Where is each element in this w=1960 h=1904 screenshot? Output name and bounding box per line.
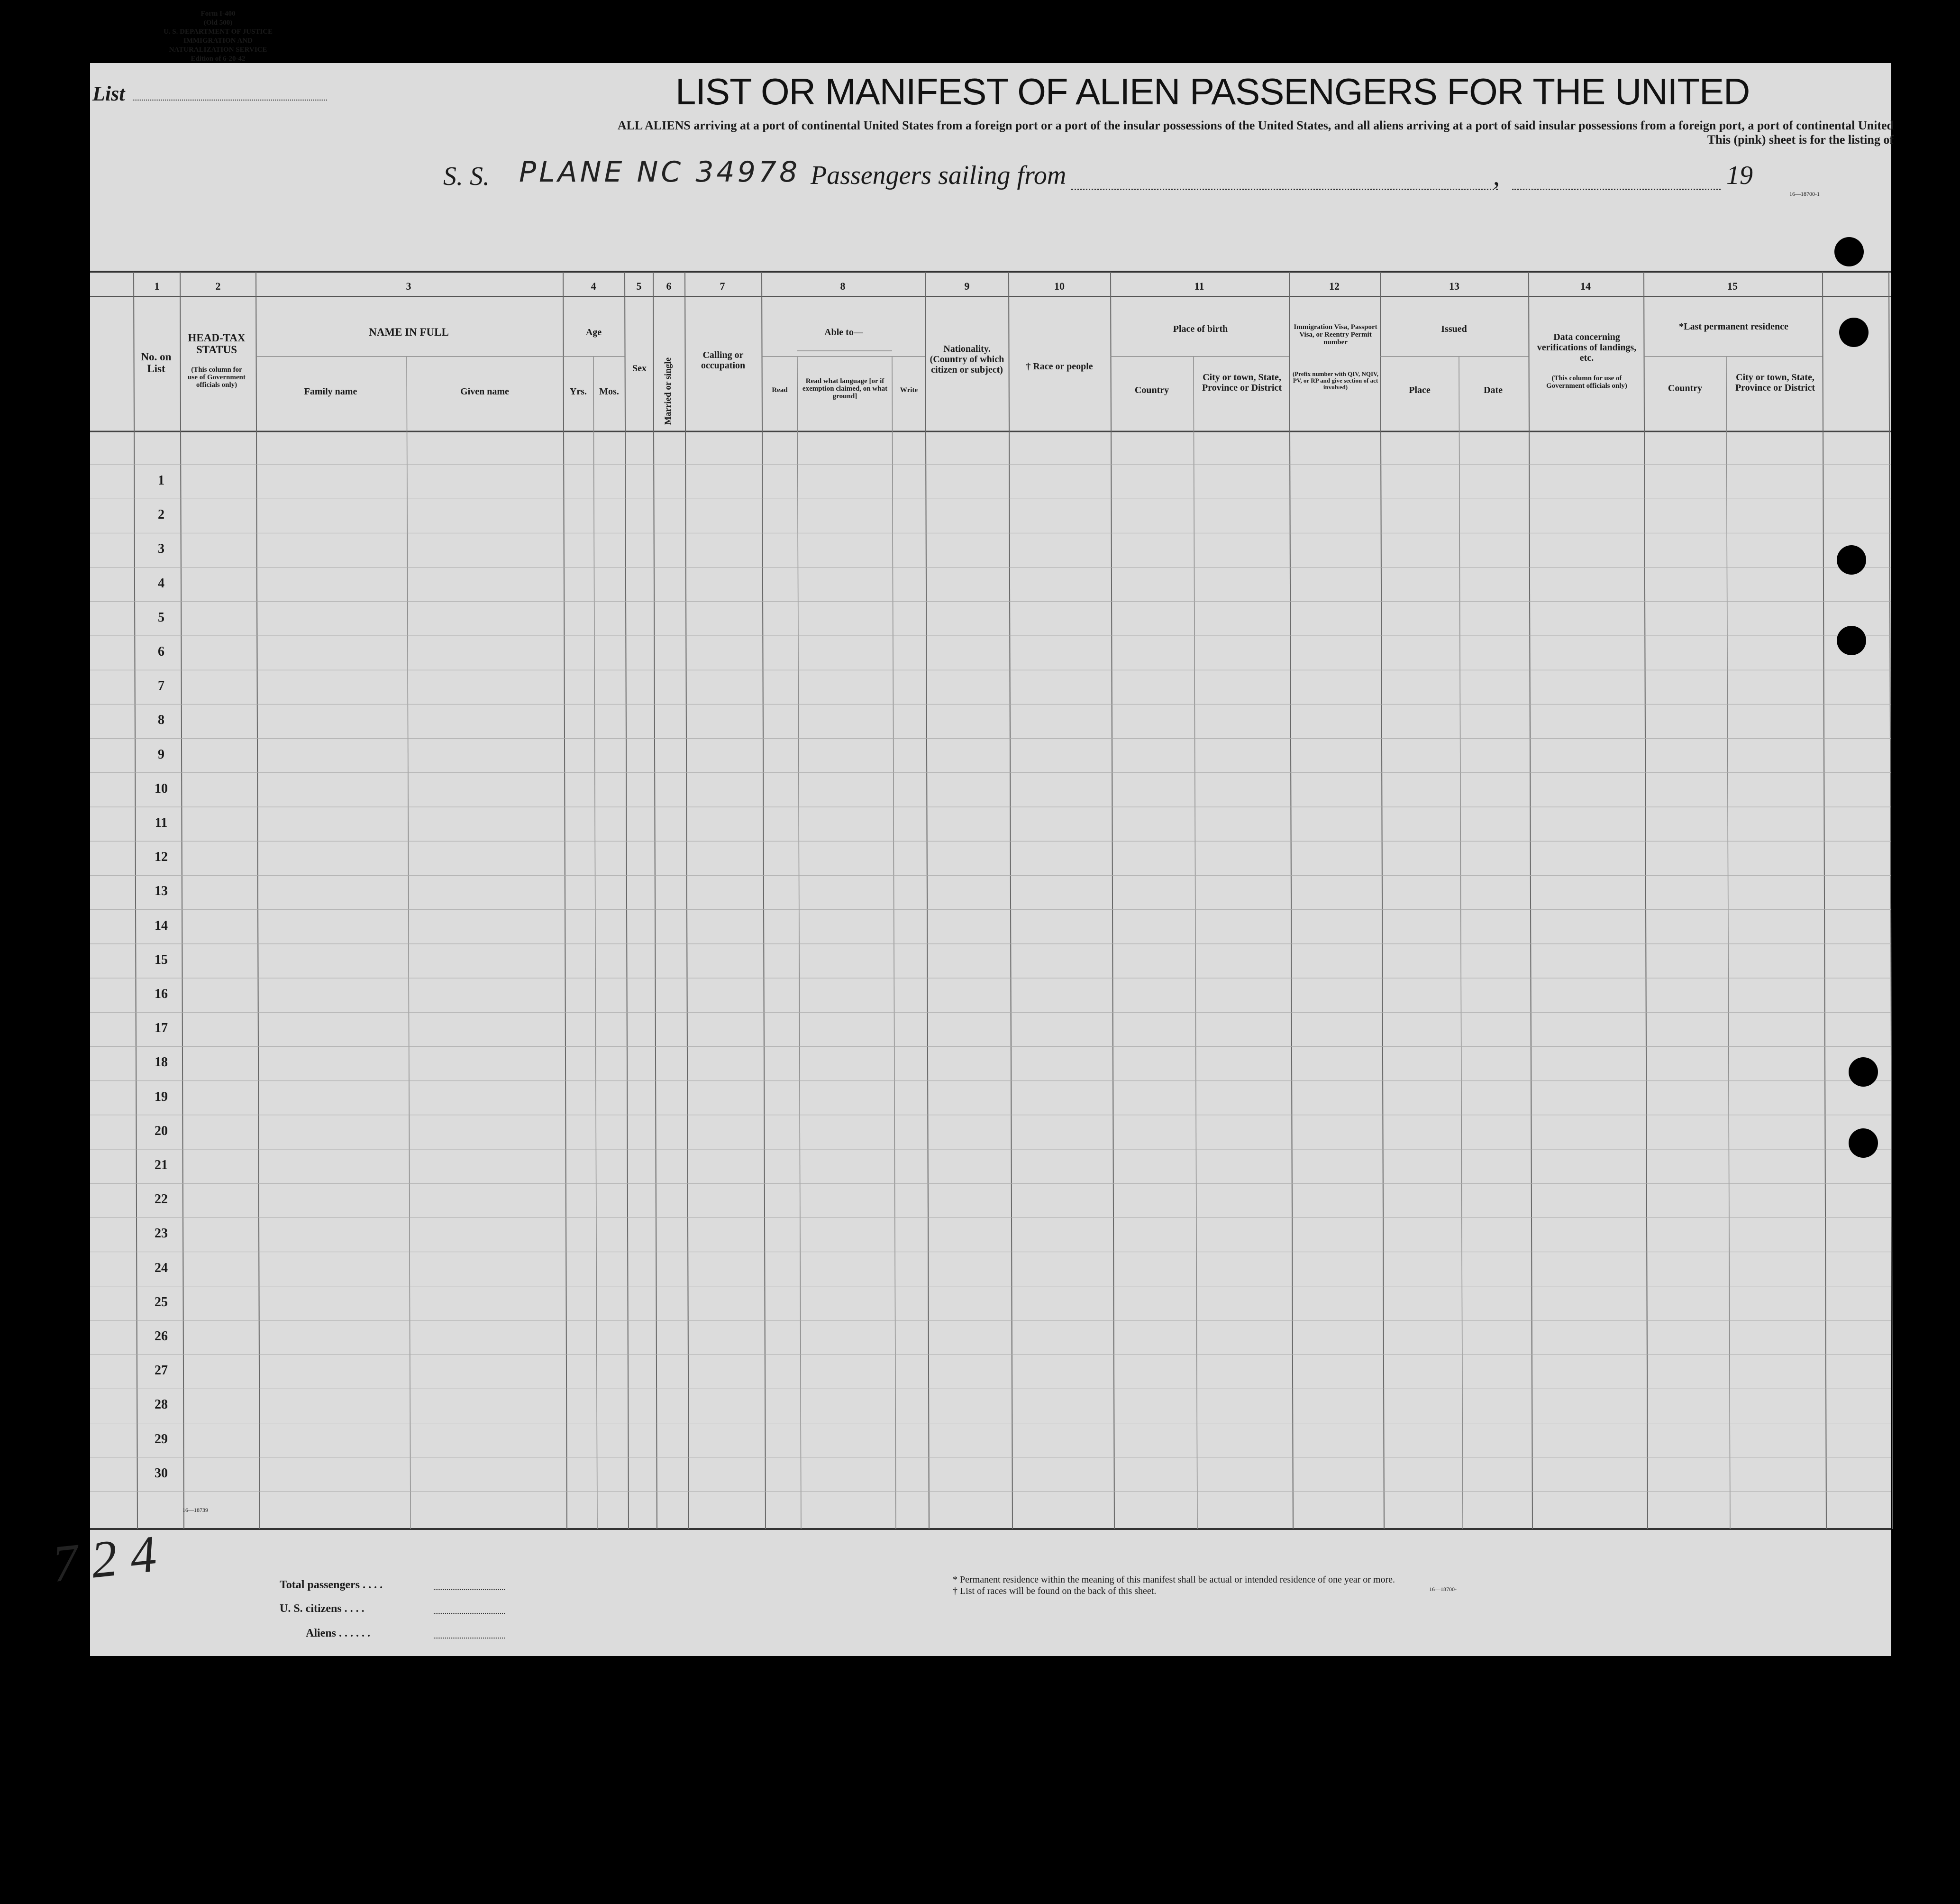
column-number: 10 bbox=[1054, 280, 1065, 292]
footnotes bbox=[953, 1574, 1395, 1597]
row-number: 28 bbox=[155, 1397, 168, 1412]
row-number: 24 bbox=[155, 1260, 168, 1275]
row-number: 1 bbox=[158, 473, 164, 488]
row-number: 17 bbox=[155, 1021, 168, 1036]
vessel-name-field[interactable]: PLANE NC 34978 bbox=[519, 156, 801, 189]
row-number: 2 bbox=[158, 507, 164, 522]
year-label bbox=[1726, 160, 1753, 191]
row-number: 19 bbox=[155, 1089, 168, 1104]
header-family-name: Family name bbox=[304, 386, 357, 397]
row-number: 7 bbox=[158, 678, 164, 694]
year-prefix: 19 bbox=[1726, 161, 1753, 190]
print-code-right: 16—18700- bbox=[1429, 1586, 1457, 1593]
column-number: 5 bbox=[636, 280, 642, 292]
row-number: 13 bbox=[155, 884, 168, 899]
header-birth-country: Country bbox=[1134, 385, 1169, 395]
row-number: 27 bbox=[155, 1363, 168, 1378]
column-number: 4 bbox=[591, 280, 596, 292]
header-issued-place: Place bbox=[1409, 385, 1431, 395]
form-identifier bbox=[156, 9, 280, 64]
header-name-in-full: NAME IN FULL bbox=[369, 326, 449, 338]
row-number: 6 bbox=[158, 644, 164, 659]
header-read: Read bbox=[772, 386, 788, 394]
row-number: 14 bbox=[155, 918, 168, 933]
header-visa: Immigration Visa, Passport Visa, or Reentry Permit number bbox=[1294, 323, 1377, 346]
us-citizens-label: U. S. citizens . . . . bbox=[280, 1602, 365, 1615]
row-number: 22 bbox=[155, 1192, 168, 1207]
footnote-race-list: † List of races will be found on the back of this sheet. bbox=[953, 1586, 1157, 1596]
header-age: Age bbox=[585, 327, 602, 338]
top-right-print-code: 16—18700-1 bbox=[1789, 191, 1820, 197]
row-number: 12 bbox=[155, 850, 168, 865]
column-number: 15 bbox=[1727, 280, 1738, 292]
handwritten-number: 7 2 4 bbox=[49, 1524, 159, 1593]
row-number: 11 bbox=[155, 815, 168, 830]
row-number: 23 bbox=[155, 1226, 168, 1241]
sailing-from-label: Passengers sailing from bbox=[811, 161, 1067, 190]
row-number: 4 bbox=[158, 576, 164, 591]
total-passengers-field[interactable] bbox=[434, 1589, 505, 1590]
column-number: 8 bbox=[840, 280, 846, 292]
subtitle-line-1: ALL ALIENS arriving at a port of continental United States from a foreign port or a port of the insular possessions of the United States, and all aliens arriving at a port of said insular possessions from a foreign port, a port of continental United bbox=[617, 119, 1894, 132]
column-number: 6 bbox=[666, 280, 672, 292]
row-number: 20 bbox=[155, 1123, 168, 1138]
print-code-left: 16—18739 bbox=[182, 1507, 208, 1513]
header-able-to: Able to— bbox=[824, 327, 863, 338]
header-head-tax: HEAD-TAX STATUS bbox=[188, 332, 246, 356]
comma-separator: , bbox=[1493, 162, 1500, 191]
row-number: 30 bbox=[155, 1465, 168, 1481]
ss-label: S. S. bbox=[443, 162, 490, 191]
header-write: Write bbox=[900, 386, 918, 394]
header-last-residence: *Last permanent residence bbox=[1679, 321, 1788, 332]
row-number: 8 bbox=[158, 713, 164, 728]
column-number: 3 bbox=[406, 280, 411, 292]
punch-hole bbox=[1849, 1128, 1878, 1158]
header-read-language: Read what language [or if exemption claimed, on what ground] bbox=[802, 377, 888, 400]
header-age-months: Mos. bbox=[599, 386, 619, 397]
header-visa-note: (Prefix number with QIV, NQIV, PV, or RP and give section of act involved) bbox=[1292, 370, 1379, 391]
header-sex: Sex bbox=[632, 363, 647, 374]
header-calling: Calling or occupation bbox=[701, 350, 746, 371]
sailing-date-field[interactable] bbox=[1512, 189, 1721, 190]
punch-hole bbox=[1849, 1057, 1878, 1087]
list-label: List bbox=[92, 82, 125, 105]
header-race: † Race or people bbox=[1026, 361, 1093, 372]
page-subtitle bbox=[618, 119, 1894, 147]
column-number: 14 bbox=[1580, 280, 1591, 292]
column-number: 11 bbox=[1194, 280, 1204, 292]
page-title: LIST OR MANIFEST OF ALIEN PASSENGERS FOR THE UNITED bbox=[675, 71, 1750, 112]
row-number: 25 bbox=[155, 1294, 168, 1309]
aliens-label: Aliens . . . . . . bbox=[306, 1627, 371, 1639]
header-residence-city: City or town, State, Province or District bbox=[1735, 372, 1815, 393]
column-number: 9 bbox=[964, 280, 970, 292]
list-number-field[interactable] bbox=[133, 100, 327, 101]
row-number: 18 bbox=[155, 1055, 168, 1070]
header-given-name: Given name bbox=[460, 386, 509, 397]
subtitle-line-2: This (pink) sheet is for the listing of bbox=[1707, 133, 1894, 146]
header-married: Married or single bbox=[663, 357, 673, 425]
form-edition: Edition of 6-20-42 bbox=[191, 55, 246, 63]
footnote-permanent-residence: * Permanent residence within the meaning of this manifest shall be actual or intended residence of one year or more. bbox=[953, 1574, 1395, 1585]
punch-hole bbox=[1834, 237, 1864, 266]
us-citizens-field[interactable] bbox=[434, 1613, 505, 1614]
header-data-note: (This column for use of Government officials only) bbox=[1546, 375, 1627, 390]
row-number: 15 bbox=[155, 952, 168, 967]
header-nationality: Nationality. (Country of which citizen or subject) bbox=[930, 344, 1004, 375]
form-number: Form I-400 bbox=[201, 10, 236, 18]
punch-hole bbox=[1839, 318, 1869, 347]
column-number: 12 bbox=[1329, 280, 1340, 292]
header-data-concerning: Data concerning verifications of landings, etc. bbox=[1537, 332, 1637, 363]
department-name: U. S. DEPARTMENT OF JUSTICE bbox=[163, 28, 273, 36]
header-age-years: Yrs. bbox=[569, 386, 587, 397]
header-birth-city: City or town, State, Province or District bbox=[1202, 372, 1282, 393]
row-number: 3 bbox=[158, 541, 164, 557]
column-number: 7 bbox=[720, 280, 725, 292]
row-number: 29 bbox=[155, 1431, 168, 1446]
row-number: 16 bbox=[155, 987, 168, 1001]
header-no-on-list: No. on List bbox=[141, 351, 172, 375]
header-head-tax-note: (This column for use of Government officials only) bbox=[188, 366, 246, 389]
punch-hole bbox=[1837, 545, 1866, 575]
total-passengers-label: Total passengers . . . . bbox=[280, 1579, 383, 1591]
header-place-of-birth: Place of birth bbox=[1173, 324, 1228, 334]
row-number: 21 bbox=[155, 1158, 168, 1172]
header-residence-country: Country bbox=[1668, 383, 1703, 394]
row-number: 9 bbox=[158, 747, 164, 762]
aliens-field[interactable] bbox=[434, 1638, 505, 1639]
form-old-number: (Old 500) bbox=[203, 19, 233, 27]
sailing-port-field[interactable] bbox=[1071, 189, 1498, 190]
column-number: 1 bbox=[154, 280, 160, 292]
service-name: IMMIGRATION AND NATURALIZATION SERVICE bbox=[169, 37, 267, 54]
row-number: 26 bbox=[155, 1329, 168, 1344]
header-issued-date: Date bbox=[1484, 385, 1503, 395]
column-number: 2 bbox=[215, 280, 221, 292]
row-number: 10 bbox=[155, 781, 168, 796]
row-number: 5 bbox=[158, 610, 164, 625]
header-issued: Issued bbox=[1441, 324, 1467, 334]
column-number: 13 bbox=[1449, 280, 1459, 292]
punch-hole bbox=[1837, 626, 1866, 655]
